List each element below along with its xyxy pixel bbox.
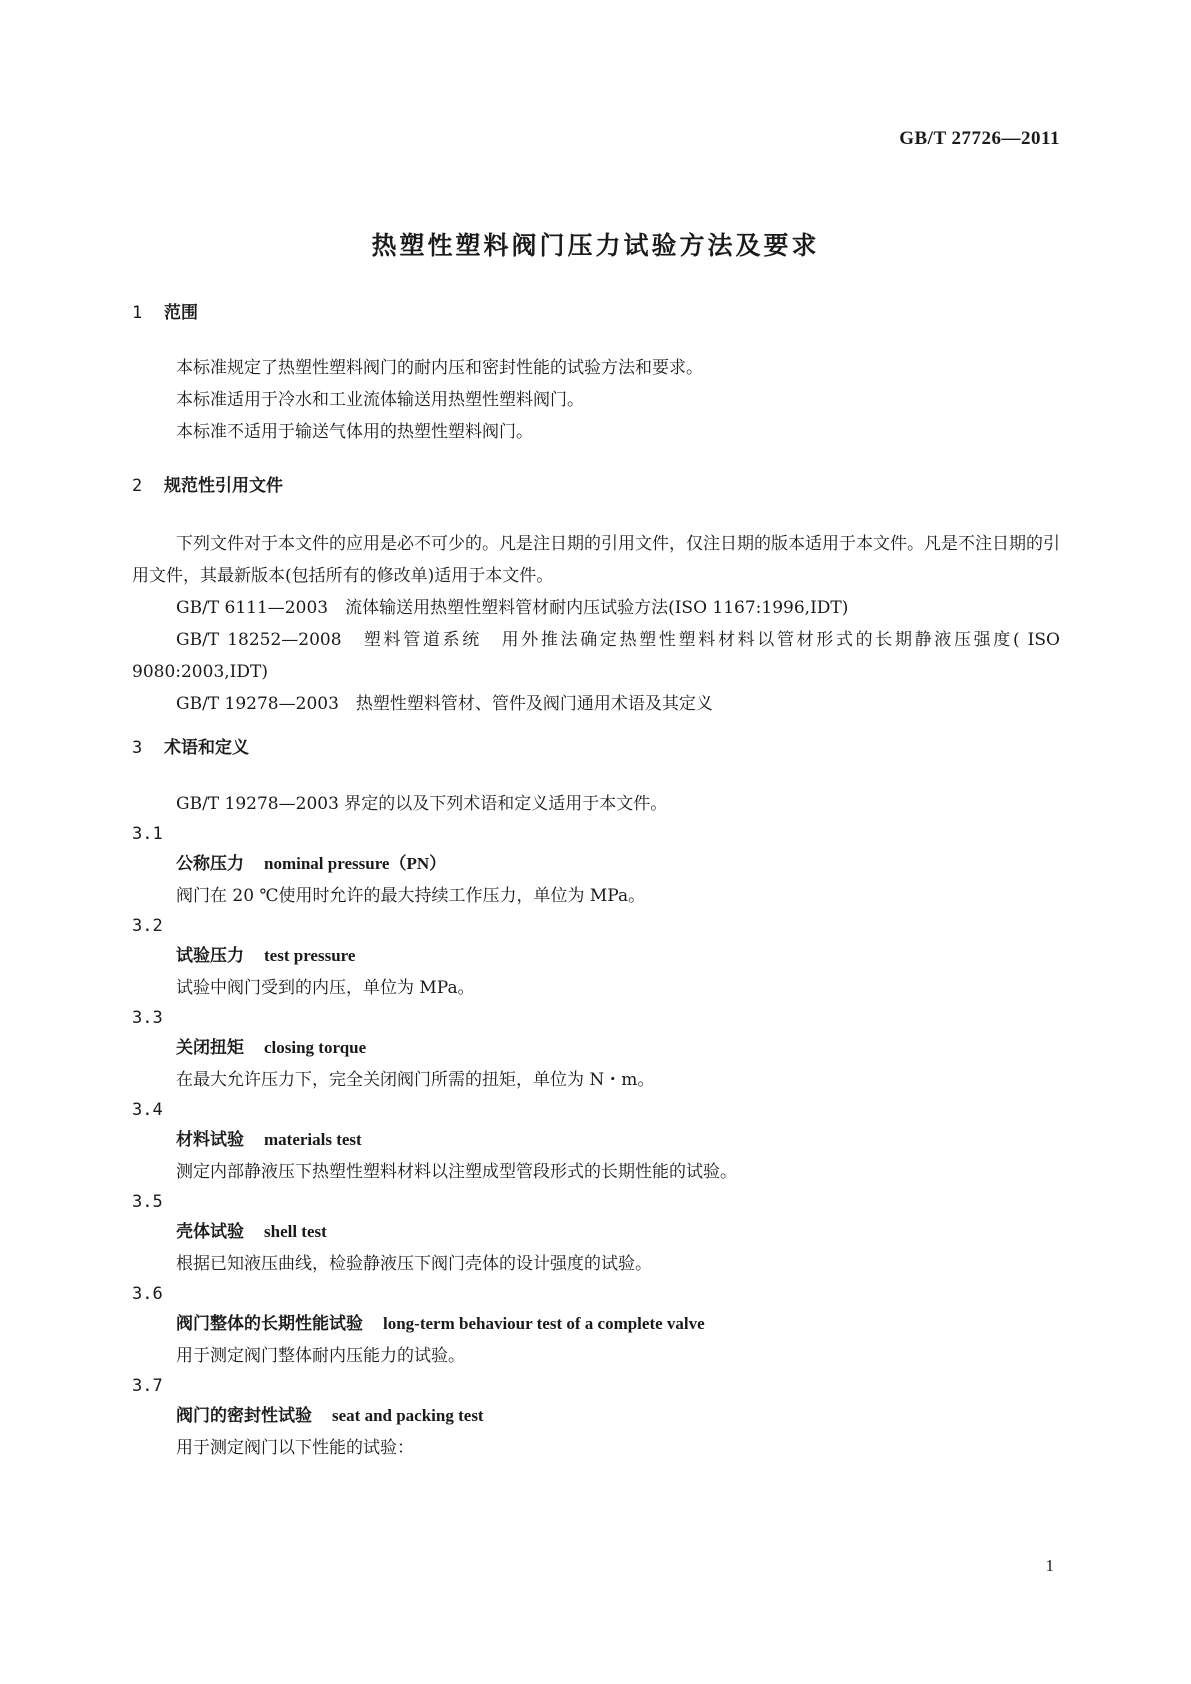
term-number: 3.3 — [132, 1008, 163, 1028]
term-chinese: 公称压力 — [176, 854, 244, 874]
term-definition: 阀门在 20 ℃使用时允许的最大持续工作压力，单位为 MPa。 — [176, 886, 646, 906]
term-entry — [132, 1280, 1060, 1372]
term-chinese: 壳体试验 — [176, 1222, 244, 1242]
term-definition: 试验中阀门受到的内压，单位为 MPa。 — [176, 978, 475, 998]
term-entry — [132, 1004, 1060, 1096]
term-definition: 测定内部静液压下热塑性塑料材料以注塑成型管段形式的长期性能的试验。 — [176, 1162, 737, 1182]
term-english: closing torque — [264, 1038, 367, 1057]
term-number: 3.7 — [132, 1376, 163, 1396]
section-2-body — [132, 528, 1060, 720]
section-number: 1 — [132, 303, 143, 323]
document-title: 热塑性塑料阀门压力试验方法及要求 — [371, 231, 820, 260]
section-1-heading — [132, 300, 1060, 326]
section-1-body — [132, 352, 1060, 448]
term-definition: 在最大允许压力下，完全关闭阀门所需的扭矩，单位为 N・m。 — [176, 1070, 655, 1090]
paragraph: 本标准规定了热塑性塑料阀门的耐内压和密封性能的试验方法和要求。 — [176, 358, 703, 378]
paragraph: 本标准适用于冷水和工业流体输送用热塑性塑料阀门。 — [176, 390, 584, 410]
term-chinese: 试验压力 — [176, 946, 244, 966]
term-english: shell test — [264, 1222, 327, 1241]
term-number: 3.5 — [132, 1192, 163, 1212]
term-definition: 用于测定阀门以下性能的试验： — [176, 1438, 414, 1458]
term-entry — [132, 1188, 1060, 1280]
section-2-heading — [132, 473, 1060, 499]
section-title: 规范性引用文件 — [164, 476, 283, 496]
term-english: materials test — [264, 1130, 362, 1149]
section-3-heading — [132, 735, 1060, 761]
term-english: seat and packing test — [332, 1406, 484, 1425]
page-number: 1 — [1045, 1556, 1054, 1575]
term-number: 3.6 — [132, 1284, 163, 1304]
term-definition: 用于测定阀门整体耐内压能力的试验。 — [176, 1346, 465, 1366]
term-chinese: 材料试验 — [176, 1130, 244, 1150]
paragraph: GB/T 19278—2003 界定的以及下列术语和定义适用于本文件。 — [176, 794, 668, 814]
section-number: 3 — [132, 738, 143, 758]
term-number: 3.4 — [132, 1100, 163, 1120]
term-number: 3.1 — [132, 824, 163, 844]
standard-number: GB/T 27726—2011 — [899, 128, 1060, 149]
reference-item: GB/T 6111—2003 流体输送用热塑性塑料管材耐内压试验方法(ISO 1167:1996,IDT) — [176, 598, 849, 618]
paragraph: 下列文件对于本文件的应用是必不可少的。凡是注日期的引用文件，仅注日期的版本适用于本文件。凡是不注日期的引用文件，其最新版本(包括所有的修改单)适用于本文件。 — [132, 534, 1060, 586]
section-3-body — [132, 788, 1060, 1464]
reference-item: GB/T 19278—2003 热塑性塑料管材、管件及阀门通用术语及其定义 — [176, 694, 713, 714]
term-definition: 根据已知液压曲线，检验静液压下阀门壳体的设计强度的试验。 — [176, 1254, 652, 1274]
term-number: 3.2 — [132, 916, 163, 936]
term-chinese: 阀门的密封性试验 — [176, 1406, 312, 1426]
section-title: 术语和定义 — [164, 738, 249, 758]
term-english: nominal pressure（PN） — [264, 854, 447, 873]
term-entry — [132, 1096, 1060, 1188]
reference-item: GB/T 18252—2008 塑料管道系统 用外推法确定热塑性塑料材料以管材形式的长期静液压强度( ISO 9080:2003,IDT) — [132, 630, 1060, 682]
term-entry — [132, 912, 1060, 1004]
term-english: long-term behaviour test of a complete valve — [383, 1314, 705, 1333]
term-chinese: 关闭扭矩 — [176, 1038, 244, 1058]
term-entry — [132, 1372, 1060, 1464]
term-chinese: 阀门整体的长期性能试验 — [176, 1314, 363, 1334]
section-number: 2 — [132, 476, 143, 496]
paragraph: 本标准不适用于输送气体用的热塑性塑料阀门。 — [176, 422, 533, 442]
term-english: test pressure — [264, 946, 356, 965]
section-title: 范围 — [164, 303, 198, 323]
term-entry — [132, 820, 1060, 912]
